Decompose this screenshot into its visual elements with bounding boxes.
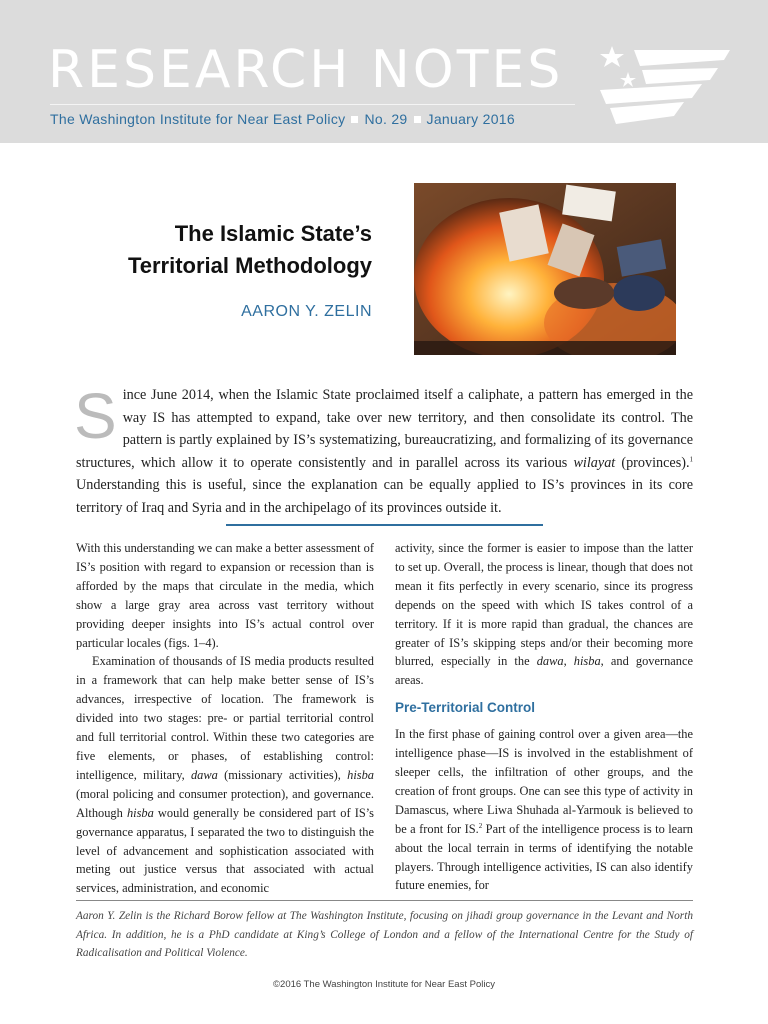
intro-emphasis: wilayat [573,454,616,471]
body-column-right [395,539,693,895]
section-divider [226,524,543,526]
title-line: Territorial Methodology [127,253,372,278]
copyright-notice: ©2016 The Washington Institute for Near East Policy [273,979,495,990]
footnote-marker: 1 [689,455,693,464]
intro-text: ince June 2014, when the Islamic State proclaimed itself a caliphate, a pattern has emerged in the way IS has attempted to expand, take over new territory, and then consolidate its control. The pattern is partly explained by IS’s systematizing, bureaucratizing, and formalizing of its governance structures, which allow it to operate consistently and in parallel across its various [76,387,693,471]
body-paragraph: activity, since the former is easier to impose than the latter to set up. Overall, the process is linear, though that does not mean it fits perfectly in every scenario, since its progress depends on the speed with which IS takes control of a territory. If it is more rapid than gradual, the chances are greater of IS’s skipping steps and/or their becoming more blurred, especially in the dawa, hisba, and governance areas. [395,541,693,688]
body-paragraph: Examination of thousands of IS media products resulted in a framework that can help make better sense of IS’s advances, irrespective of location. The framework is divided into two stages: pre- or partial territorial control and full territorial control. Within these two categories are five elements, or phases, of establishing control: intelligence, military, dawa (missionary activities), hisba (moral policing and consumer protection), and governance. Although hisba would generally be considered part of IS’s governance apparatus, I separated the two to distinguish the level of advancement and sophistication associated with meting out justice versus that associated with actual services, administration, and economic [76,654,374,896]
issue-date: January 2016 [426,111,515,127]
footer-rule [76,900,693,901]
footnote-marker: 2 [478,821,483,830]
institute-name: The Washington Institute for Near East Policy [50,111,346,127]
article-title [128,218,372,282]
separator-square-icon [414,116,421,123]
article-photo [414,183,676,355]
publication-info [50,111,515,127]
body-paragraph: In the first phase of gaining control over a given area—the intelligence phase—IS is involved in the establishment of sleeper cells, the infiltration of other groups, and the creation of front groups. One can see this type of activity in Damascus, where Liwa Shuhada al-Yarmouk is believed to be a front for IS.$^2$ Part of the intelligence process is to learn about the local terrain in terms of identifying the notable players. Through intelligence activities, IS can also identify future enemies, for [395,727,693,893]
intro-text: (provinces). [615,454,690,471]
flag-logo-icon [598,44,730,126]
masthead [0,0,768,143]
intro-text: Understanding this is useful, since the explanation can be equally applied to IS’s provinces in its core territory of Iraq and Syria and in the archipelago of its provinces outside it. [76,477,693,516]
drop-cap: S [74,380,117,452]
publication-title: RESEARCH NOTES [48,40,564,100]
title-line: The Islamic State’s [174,221,372,246]
separator-square-icon [351,116,358,123]
author-bio: Aaron Y. Zelin is the Richard Borow fellow at The Washington Institute, focusing on jihadi group governance in the Levant and North Africa. In addition, he is a PhD candidate at King’s College of London and a fellow of the International Centre for the Study of Radicalisation and Political Violence. [76,910,693,959]
masthead-rule [50,104,575,105]
issue-number: No. 29 [364,111,408,127]
body-paragraph: With this understanding we can make a better assessment of IS’s position with regard to expansion or recession than is afforded by the maps that circulate in the media, which show a large gray area across vast territory without providing deeper insights into IS’s actual control over particular locales (figs. 1–4). [76,541,374,650]
author-name: AARON Y. ZELIN [241,303,372,320]
section-heading: Pre-Territorial Control [395,700,536,716]
intro-paragraph [74,380,693,520]
body-column-left [76,539,374,898]
